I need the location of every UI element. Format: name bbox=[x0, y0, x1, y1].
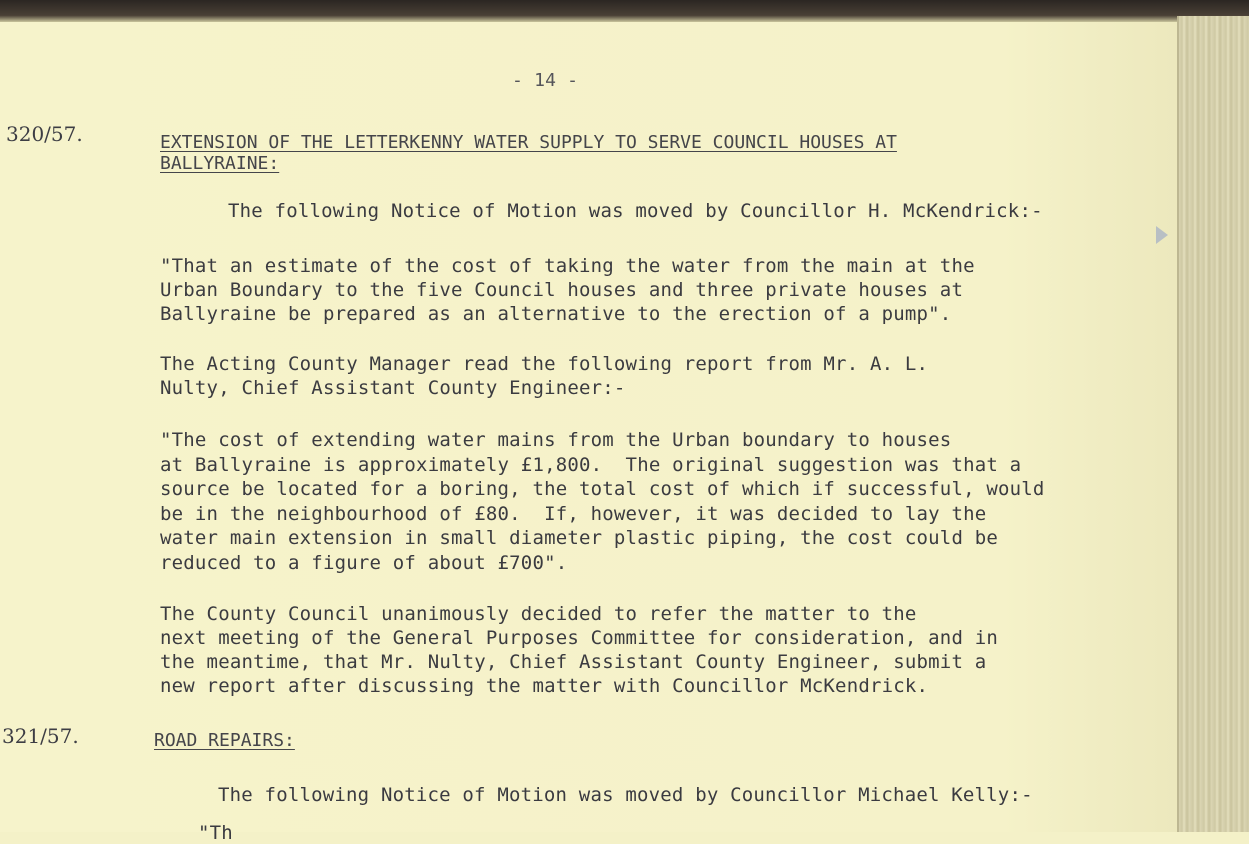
motion-text-partial: "Th bbox=[198, 822, 233, 844]
manager-report-intro: The Acting County Manager read the following report from Mr. A. L. Nulty, Chief Assistant County Engineer:- bbox=[160, 353, 929, 399]
page-number: - 14 - bbox=[512, 70, 579, 91]
item-heading: ROAD REPAIRS: bbox=[154, 730, 295, 751]
minute-number: 320/57. bbox=[6, 122, 83, 146]
item-heading-continued: BALLYRAINE: bbox=[160, 153, 280, 174]
spine-marker bbox=[1156, 226, 1168, 244]
book-binding bbox=[1177, 16, 1249, 832]
engineer-report: "The cost of extending water mains from the Urban boundary to houses at Ballyraine is approximately £1,800. The original suggestion was that a source be located for a boring, the total cost of which if successful, would be in the neighbourhood of £80. If, however, it was decided to lay the water main extension in small diameter plastic piping, the cost could be reduced to a figure of about £700". bbox=[160, 429, 1045, 574]
motion-intro: The following Notice of Motion was moved by Councillor H. McKendrick:- bbox=[228, 200, 1043, 222]
motion-text: "That an estimate of the cost of taking the water from the main at the Urban Boundary to the five Council houses and three private houses at Ballyraine be prepared as an alternative to the erection of a pump". bbox=[160, 255, 975, 325]
motion-intro: The following Notice of Motion was moved by Councillor Michael Kelly:- bbox=[218, 784, 1033, 806]
item-heading: EXTENSION OF THE LETTERKENNY WATER SUPPLY TO SERVE COUNCIL HOUSES AT bbox=[160, 132, 897, 153]
book-top-edge bbox=[0, 0, 1249, 22]
minute-number: 321/57. bbox=[2, 724, 79, 748]
council-decision: The County Council unanimously decided to refer the matter to the next meeting of the General Purposes Committee for consideration, and in the meantime, that Mr. Nulty, Chief Assistant County Engineer, submit a new report after discussing the matter with Councillor McKendrick. bbox=[160, 603, 999, 697]
